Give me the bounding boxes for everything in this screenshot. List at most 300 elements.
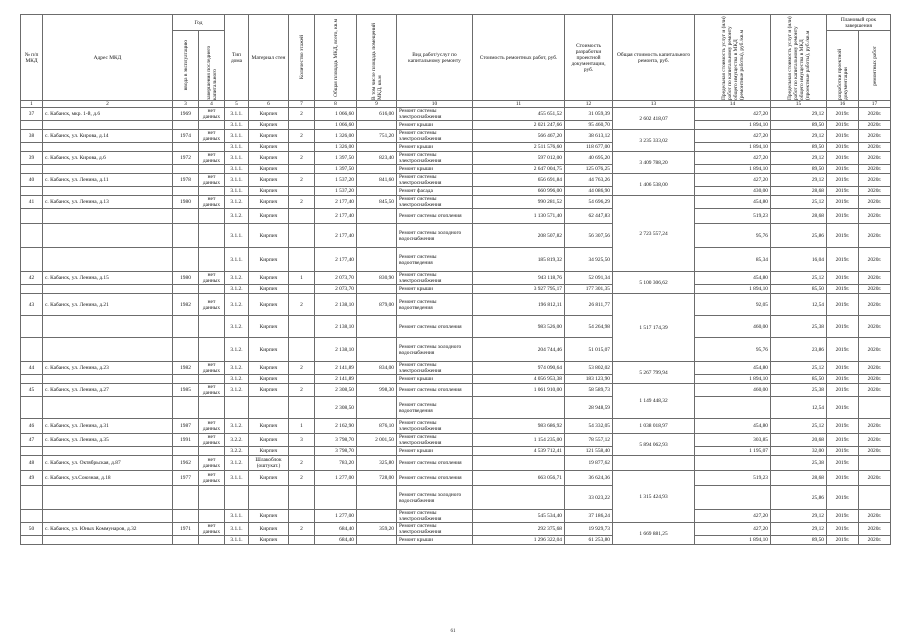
- table-row: [21, 471, 891, 486]
- repair-cost-cell: 983 686,92: [473, 419, 565, 434]
- col-header-number: № п/п МКД: [21, 15, 43, 101]
- total-cost-cell: 1 517 174,39: [613, 294, 695, 362]
- house-type-cell: [225, 397, 249, 419]
- col-header-work-type: Вид работ/услуг по капитальному ремонту: [397, 15, 473, 101]
- planned-design-year-cell: 2019г.: [827, 121, 859, 130]
- design-cost-cell: 37 186,24: [565, 510, 613, 523]
- table-header: [21, 15, 891, 108]
- planned-repair-year-cell: 2020г.: [859, 108, 891, 121]
- limit-design-cell: 25,12: [771, 419, 827, 434]
- work-type-cell: Ремонт системы электроснабжения: [397, 152, 473, 165]
- wall-material-cell: Кирпич: [249, 384, 289, 397]
- row-number-cell: 39: [21, 152, 43, 165]
- design-cost-cell: 53 802,02: [565, 362, 613, 375]
- column-number-cell: 7: [289, 101, 315, 108]
- wall-material-cell: Кирпич: [249, 316, 289, 338]
- work-type-cell: Ремонт крыши: [397, 447, 473, 456]
- total-area-cell: 2 162,90: [315, 419, 357, 434]
- address-cell: с. Кабанск, ул. Кирова, д.14: [43, 130, 173, 143]
- limit-repair-cell: 303,85: [695, 434, 771, 447]
- address-cell: с. Кабанск, ул. Ленина, д.35: [43, 434, 173, 447]
- wall-material-cell: Кирпич: [249, 121, 289, 130]
- total-area-cell: 2 308,50: [315, 397, 357, 419]
- col-header-address: Адрес МКД: [43, 15, 173, 101]
- column-number-cell: 14: [695, 101, 771, 108]
- row-number-cell: [21, 143, 43, 152]
- design-cost-cell: 40 695,20: [565, 152, 613, 165]
- house-type-cell: 3.1.2.: [225, 375, 249, 384]
- premises-area-cell: [357, 209, 397, 224]
- floors-cell: 1: [289, 419, 315, 434]
- planned-repair-year-cell: [859, 456, 891, 471]
- document-page: [20, 14, 890, 545]
- work-type-cell: Ремонт системы электроснабжения: [397, 362, 473, 375]
- row-number-cell: [21, 338, 43, 362]
- floors-cell: [289, 248, 315, 272]
- floors-cell: [289, 224, 315, 248]
- col-header-year-last-repair: [199, 31, 225, 101]
- year-built-cell: 1969: [173, 108, 199, 121]
- limit-repair-cell: 85,34: [695, 248, 771, 272]
- premises-area-cell: 359,20: [357, 523, 397, 536]
- repair-cost-cell: 943 118,76: [473, 272, 565, 285]
- work-type-cell: Ремонт системы электроснабжения: [397, 174, 473, 187]
- premises-area-cell: [357, 187, 397, 196]
- premises-area-cell: 998,30: [357, 384, 397, 397]
- limit-design-cell: 25,38: [771, 456, 827, 471]
- limit-design-cell: 29,12: [771, 510, 827, 523]
- total-cost-cell: 5 267 799,94: [613, 362, 695, 384]
- year-last-repair-cell: нет данных: [199, 471, 225, 486]
- total-area-cell: 1 277,00: [315, 471, 357, 486]
- year-built-cell: 1962: [173, 456, 199, 471]
- planned-design-year-cell: 2019г.: [827, 196, 859, 209]
- premises-area-cell: 834,00: [357, 362, 397, 375]
- row-number-cell: [21, 121, 43, 130]
- repair-cost-cell: 204 744,46: [473, 338, 565, 362]
- design-cost-cell: 118 677,00: [565, 143, 613, 152]
- year-last-repair-cell: нет данных: [199, 384, 225, 397]
- floors-cell: [289, 121, 315, 130]
- address-cell: с. Кабанск, ул. Ленина, д.23: [43, 362, 173, 375]
- house-type-cell: 3.2.2.: [225, 434, 249, 447]
- house-type-cell: 3.2.2.: [225, 447, 249, 456]
- row-number-cell: [21, 316, 43, 338]
- floors-cell: [289, 316, 315, 338]
- house-type-cell: 3.1.2.: [225, 285, 249, 294]
- col-header-year-last-repair-label: завершения последнего капитального: [205, 44, 218, 100]
- col-header-total-area-label: Общая площадь МКД, всего, кв.м: [332, 18, 339, 97]
- col-header-planned-design-label: разработки проектной документации: [836, 47, 849, 100]
- house-type-cell: 3.1.2.: [225, 272, 249, 285]
- limit-design-cell: 29,12: [771, 130, 827, 143]
- house-type-cell: 3.1.1.: [225, 121, 249, 130]
- design-cost-cell: 44 763,26: [565, 174, 613, 187]
- address-cell: [43, 285, 173, 294]
- planned-repair-year-cell: 2020г.: [859, 523, 891, 536]
- table-row: [21, 486, 891, 510]
- design-cost-cell: 38 613,12: [565, 130, 613, 143]
- table-row: [21, 397, 891, 419]
- year-built-cell: [173, 338, 199, 362]
- limit-repair-cell: 1 894,10: [695, 536, 771, 545]
- premises-area-cell: 879,00: [357, 294, 397, 316]
- total-cost-cell: 5 894 062,93: [613, 434, 695, 456]
- limit-repair-cell: 427,20: [695, 108, 771, 121]
- limit-repair-cell: 1 894,10: [695, 143, 771, 152]
- repair-cost-cell: 545 534,40: [473, 510, 565, 523]
- column-number-cell: 4: [199, 101, 225, 108]
- total-cost-cell: 1 669 881,25: [613, 523, 695, 545]
- repair-cost-cell: 1 154 235,00: [473, 434, 565, 447]
- column-number-cell: 10: [397, 101, 473, 108]
- table-row: [21, 196, 891, 209]
- floors-cell: 2: [289, 152, 315, 165]
- house-type-cell: 3.1.2.: [225, 196, 249, 209]
- address-cell: [43, 338, 173, 362]
- year-last-repair-cell: нет данных: [199, 362, 225, 375]
- repair-cost-cell: 3 927 795,17: [473, 285, 565, 294]
- planned-repair-year-cell: [859, 397, 891, 419]
- limit-design-cell: 25,12: [771, 196, 827, 209]
- house-type-cell: 3.1.1.: [225, 152, 249, 165]
- address-cell: [43, 121, 173, 130]
- repair-cost-cell: 2 511 576,60: [473, 143, 565, 152]
- floors-cell: 2: [289, 196, 315, 209]
- year-built-cell: 1977: [173, 471, 199, 486]
- col-header-floors-label: Количество этажей: [298, 35, 305, 80]
- floors-cell: [289, 510, 315, 523]
- floors-cell: [289, 209, 315, 224]
- planned-design-year-cell: 2019г.: [827, 108, 859, 121]
- year-last-repair-cell: [199, 285, 225, 294]
- row-number-cell: 42: [21, 272, 43, 285]
- planned-design-year-cell: 2019г.: [827, 523, 859, 536]
- table-row: [21, 510, 891, 523]
- row-number-cell: [21, 224, 43, 248]
- table-row: [21, 143, 891, 152]
- year-built-cell: [173, 121, 199, 130]
- col-header-house-type: Тип дома: [225, 15, 249, 101]
- table-row: [21, 338, 891, 362]
- total-area-cell: 684,40: [315, 536, 357, 545]
- col-header-planned-repair: [859, 31, 891, 101]
- limit-design-cell: 20,68: [771, 434, 827, 447]
- house-type-cell: 3.1.2.: [225, 384, 249, 397]
- limit-design-cell: 29,12: [771, 523, 827, 536]
- total-area-cell: 2 141,89: [315, 362, 357, 375]
- limit-design-cell: 25,12: [771, 272, 827, 285]
- limit-design-cell: 25,38: [771, 316, 827, 338]
- total-area-cell: 1 397,50: [315, 165, 357, 174]
- repair-program-table: [20, 14, 891, 545]
- limit-design-cell: 85,50: [771, 375, 827, 384]
- table-row: [21, 419, 891, 434]
- repair-cost-cell: 1 130 571,40: [473, 209, 565, 224]
- premises-area-cell: [357, 397, 397, 419]
- premises-area-cell: [357, 224, 397, 248]
- address-cell: с. Кабанск, мкр. 1-й, д.6: [43, 108, 173, 121]
- year-built-cell: 1982: [173, 362, 199, 375]
- total-cost-cell: 3 235 333,02: [613, 130, 695, 152]
- wall-material-cell: Кирпич: [249, 523, 289, 536]
- row-number-cell: 48: [21, 456, 43, 471]
- limit-design-cell: 28,68: [771, 187, 827, 196]
- repair-cost-cell: 660 996,00: [473, 187, 565, 196]
- column-number-cell: 16: [827, 101, 859, 108]
- total-cost-cell: 2 723 557,24: [613, 196, 695, 272]
- table-row: [21, 285, 891, 294]
- table-row: [21, 536, 891, 545]
- repair-cost-cell: 656 691,84: [473, 174, 565, 187]
- address-cell: [43, 209, 173, 224]
- floors-cell: 1: [289, 272, 315, 285]
- wall-material-cell: Кирпич: [249, 510, 289, 523]
- house-type-cell: 3.1.1.: [225, 174, 249, 187]
- repair-cost-cell: 1 061 910,00: [473, 384, 565, 397]
- year-last-repair-cell: нет данных: [199, 196, 225, 209]
- address-cell: с. Кабанск, ул. Ленина, д.21: [43, 294, 173, 316]
- row-number-cell: 43: [21, 294, 43, 316]
- floors-cell: [289, 536, 315, 545]
- column-number-cell: 1: [21, 101, 43, 108]
- premises-area-cell: [357, 285, 397, 294]
- row-number-cell: 45: [21, 384, 43, 397]
- year-built-cell: [173, 375, 199, 384]
- design-cost-cell: 33 023,22: [565, 486, 613, 510]
- wall-material-cell: Кирпич: [249, 187, 289, 196]
- year-built-cell: [173, 486, 199, 510]
- address-cell: [43, 224, 173, 248]
- premises-area-cell: [357, 375, 397, 384]
- planned-design-year-cell: 2019г.: [827, 316, 859, 338]
- premises-area-cell: [357, 165, 397, 174]
- design-cost-cell: 61 253,80: [565, 536, 613, 545]
- limit-design-cell: 29,12: [771, 152, 827, 165]
- col-header-premises-area: [357, 15, 397, 101]
- premises-area-cell: [357, 486, 397, 510]
- year-built-cell: [173, 536, 199, 545]
- column-number-cell: 13: [613, 101, 695, 108]
- premises-area-cell: 841,60: [357, 174, 397, 187]
- limit-repair-cell: 1 894,10: [695, 165, 771, 174]
- table-row: [21, 362, 891, 375]
- table-row: [21, 375, 891, 384]
- limit-repair-cell: 427,20: [695, 174, 771, 187]
- year-built-cell: [173, 165, 199, 174]
- planned-design-year-cell: 2019г.: [827, 338, 859, 362]
- address-cell: [43, 248, 173, 272]
- house-type-cell: 3.1.1.: [225, 510, 249, 523]
- planned-design-year-cell: 2019г.: [827, 152, 859, 165]
- limit-repair-cell: 1 894,10: [695, 121, 771, 130]
- row-number-cell: 38: [21, 130, 43, 143]
- table-row: [21, 130, 891, 143]
- column-number-cell: 6: [249, 101, 289, 108]
- col-header-planned-repair-label: ремонтных работ: [871, 45, 878, 86]
- design-cost-cell: 31 059,39: [565, 108, 613, 121]
- row-number-cell: [21, 375, 43, 384]
- wall-material-cell: Кирпич: [249, 375, 289, 384]
- col-header-design-cost: Стоимость разработки проектной документации, руб.: [565, 15, 613, 101]
- year-last-repair-cell: [199, 224, 225, 248]
- limit-design-cell: 12,54: [771, 294, 827, 316]
- floors-cell: [289, 285, 315, 294]
- design-cost-cell: 44 086,90: [565, 187, 613, 196]
- planned-repair-year-cell: 2020г.: [859, 384, 891, 397]
- design-cost-cell: 54 696,29: [565, 196, 613, 209]
- year-last-repair-cell: [199, 121, 225, 130]
- planned-design-year-cell: 2019г.: [827, 285, 859, 294]
- wall-material-cell: Кирпич: [249, 224, 289, 248]
- row-number-cell: [21, 209, 43, 224]
- design-cost-cell: 51 015,07: [565, 338, 613, 362]
- work-type-cell: Ремонт крыши: [397, 121, 473, 130]
- planned-design-year-cell: 2019г.: [827, 486, 859, 510]
- total-cost-cell: 5 100 306,62: [613, 272, 695, 294]
- limit-repair-cell: 427,20: [695, 130, 771, 143]
- limit-repair-cell: 454,80: [695, 419, 771, 434]
- col-header-wall-material: Материал стен: [249, 15, 289, 101]
- limit-design-cell: 28,68: [771, 209, 827, 224]
- design-cost-cell: 52 091,34: [565, 272, 613, 285]
- planned-repair-year-cell: 2020г.: [859, 471, 891, 486]
- wall-material-cell: Кирпич: [249, 209, 289, 224]
- planned-design-year-cell: 2019г.: [827, 362, 859, 375]
- total-area-cell: 3 798,70: [315, 434, 357, 447]
- wall-material-cell: [249, 486, 289, 510]
- wall-material-cell: Кирпич: [249, 143, 289, 152]
- limit-repair-cell: 427,20: [695, 510, 771, 523]
- address-cell: [43, 536, 173, 545]
- year-last-repair-cell: [199, 316, 225, 338]
- repair-cost-cell: 1 296 322,04: [473, 536, 565, 545]
- row-number-cell: [21, 397, 43, 419]
- col-header-total-cost: Общая стоимость капитального ремонта, руб.: [613, 15, 695, 101]
- premises-area-cell: 325,80: [357, 456, 397, 471]
- year-last-repair-cell: [199, 510, 225, 523]
- year-last-repair-cell: нет данных: [199, 130, 225, 143]
- total-area-cell: 2 177,40: [315, 248, 357, 272]
- repair-cost-cell: 597 012,00: [473, 152, 565, 165]
- planned-design-year-cell: 2019г.: [827, 384, 859, 397]
- work-type-cell: Ремонт системы отопления: [397, 384, 473, 397]
- column-number-cell: 3: [173, 101, 199, 108]
- design-cost-cell: 56 307,56: [565, 224, 613, 248]
- floors-cell: 2: [289, 384, 315, 397]
- limit-repair-cell: 519,23: [695, 471, 771, 486]
- design-cost-cell: 36 624,36: [565, 471, 613, 486]
- planned-repair-year-cell: 2020г.: [859, 143, 891, 152]
- total-cost-cell: [613, 456, 695, 471]
- wall-material-cell: Кирпич: [249, 272, 289, 285]
- year-last-repair-cell: [199, 187, 225, 196]
- row-number-cell: [21, 165, 43, 174]
- year-built-cell: 1974: [173, 130, 199, 143]
- planned-repair-year-cell: [859, 486, 891, 510]
- table-row: [21, 447, 891, 456]
- total-area-cell: [315, 486, 357, 510]
- floors-cell: 2: [289, 294, 315, 316]
- limit-repair-cell: 430,00: [695, 187, 771, 196]
- row-number-cell: 50: [21, 523, 43, 536]
- premises-area-cell: [357, 316, 397, 338]
- limit-repair-cell: 454,80: [695, 272, 771, 285]
- year-built-cell: [173, 316, 199, 338]
- house-type-cell: 3.1.2.: [225, 338, 249, 362]
- table-row: [21, 523, 891, 536]
- limit-repair-cell: 460,00: [695, 384, 771, 397]
- limit-repair-cell: 427,20: [695, 152, 771, 165]
- column-number-cell: 11: [473, 101, 565, 108]
- planned-design-year-cell: 2019г.: [827, 456, 859, 471]
- year-built-cell: 1978: [173, 174, 199, 187]
- wall-material-cell: Кирпич: [249, 419, 289, 434]
- planned-design-year-cell: 2019г.: [827, 397, 859, 419]
- house-type-cell: 3.1.1.: [225, 248, 249, 272]
- year-built-cell: [173, 447, 199, 456]
- table-row: [21, 224, 891, 248]
- total-area-cell: 1 277,00: [315, 510, 357, 523]
- total-cost-cell: 1 149 448,32: [613, 384, 695, 419]
- planned-repair-year-cell: 2020г.: [859, 165, 891, 174]
- limit-repair-cell: 95,76: [695, 338, 771, 362]
- repair-cost-cell: 196 812,11: [473, 294, 565, 316]
- house-type-cell: 3.1.2.: [225, 456, 249, 471]
- repair-cost-cell: [473, 397, 565, 419]
- work-type-cell: Ремонт системы электроснабжения: [397, 523, 473, 536]
- row-number-cell: [21, 510, 43, 523]
- house-type-cell: 3.1.1.: [225, 108, 249, 121]
- house-type-cell: 3.1.1.: [225, 523, 249, 536]
- total-area-cell: 2 073,70: [315, 285, 357, 294]
- planned-repair-year-cell: 2020г.: [859, 447, 891, 456]
- row-number-cell: [21, 285, 43, 294]
- table-body: [21, 108, 891, 545]
- year-last-repair-cell: [199, 486, 225, 510]
- floors-cell: 2: [289, 174, 315, 187]
- table-row: [21, 272, 891, 285]
- col-header-limit-repair: [695, 15, 771, 101]
- work-type-cell: Ремонт фасада: [397, 187, 473, 196]
- planned-repair-year-cell: 2020г.: [859, 338, 891, 362]
- year-last-repair-cell: нет данных: [199, 523, 225, 536]
- table-row: [21, 248, 891, 272]
- wall-material-cell: Кирпич: [249, 285, 289, 294]
- planned-repair-year-cell: 2020г.: [859, 209, 891, 224]
- year-built-cell: [173, 248, 199, 272]
- premises-area-cell: 751,20: [357, 130, 397, 143]
- total-cost-cell: 1 406 538,00: [613, 174, 695, 196]
- floors-cell: 2: [289, 130, 315, 143]
- planned-design-year-cell: 2019г.: [827, 434, 859, 447]
- address-cell: [43, 510, 173, 523]
- house-type-cell: 3.1.1.: [225, 471, 249, 486]
- total-area-cell: 1 066,60: [315, 108, 357, 121]
- col-header-premises-area-label: В том числе площадь помещений МКД, кв.м: [370, 21, 383, 100]
- floors-cell: [289, 165, 315, 174]
- limit-repair-cell: 454,80: [695, 196, 771, 209]
- row-number-cell: [21, 447, 43, 456]
- address-cell: с. Кабанск, ул. Юных Коммунаров, д.32: [43, 523, 173, 536]
- limit-design-cell: 12,54: [771, 397, 827, 419]
- floors-cell: 2: [289, 456, 315, 471]
- year-last-repair-cell: [199, 375, 225, 384]
- planned-design-year-cell: 2019г.: [827, 536, 859, 545]
- planned-repair-year-cell: 2020г.: [859, 316, 891, 338]
- col-header-year-built-label: ввода в эксплуатацию: [182, 40, 189, 91]
- year-built-cell: 1980: [173, 196, 199, 209]
